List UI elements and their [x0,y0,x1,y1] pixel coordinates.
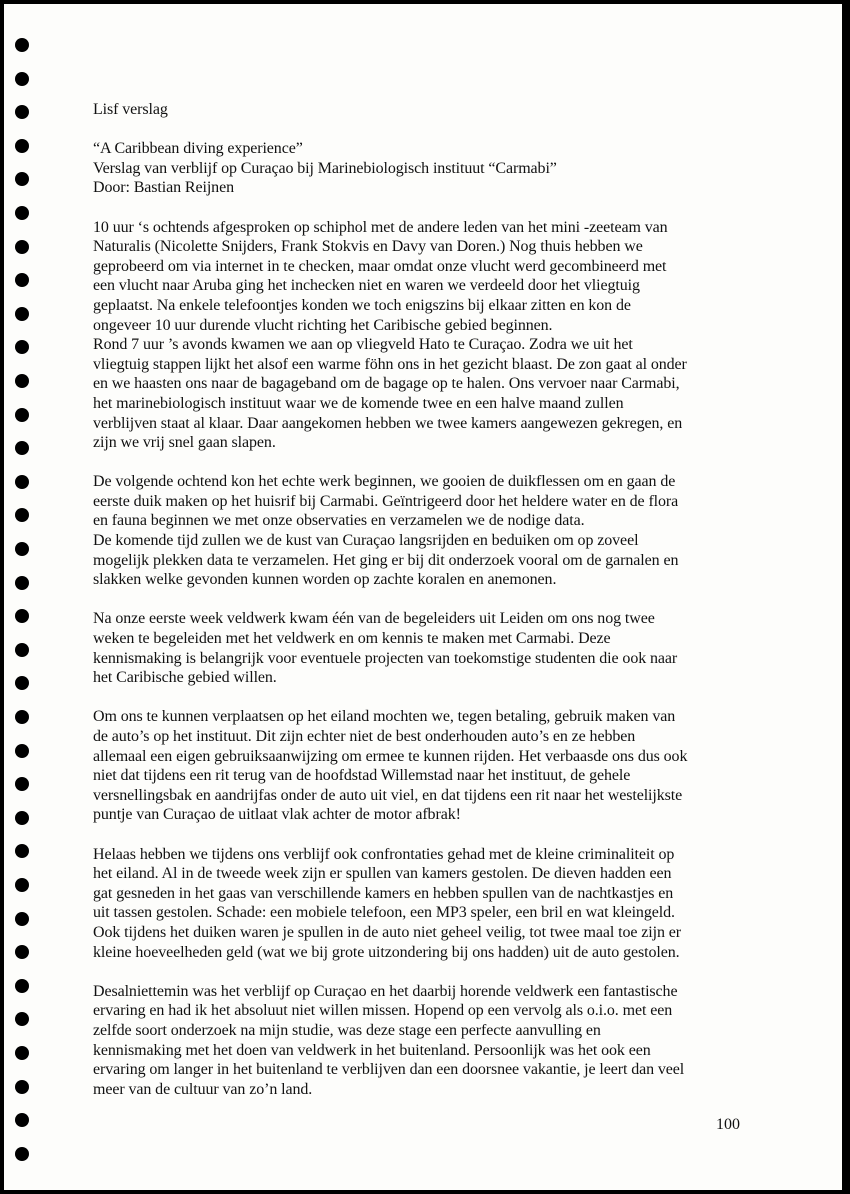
paragraph [93,845,753,963]
text-line: verblijven staat al klaar. Daar aangekomen hebben we twee kamers aangewezen gekregen, en [93,414,683,432]
binder-hole [15,408,29,422]
binder-hole [15,38,29,52]
text-line: kleine hoeveelheden geld (wat we bij grote uitzondering bij ons hadden) uit de auto gestolen. [93,943,680,961]
binder-hole [15,475,29,489]
text-line: het Caribische gebied willen. [93,669,277,687]
paragraph [93,982,753,1100]
document-author: Door: Bastian Reijnen [93,179,234,197]
binder-hole [15,609,29,623]
binder-hole [15,979,29,993]
binder-hole [15,643,29,657]
binder-hole [15,1147,29,1161]
text-line: uit tassen gestolen. Schade: een mobiele telefoon, een MP3 speler, een bril en wat kleingeld. [93,904,675,922]
text-line: Naturalis (Nicolette Snijders, Frank Stokvis en Davy van Doren.) Nog thuis hebben we [93,238,643,256]
paragraphs [93,198,753,1099]
paragraph [93,707,753,825]
text-line: Rond 7 uur ’s avonds kwamen we aan op vliegveld Hato te Curaçao. Zodra we uit het [93,336,633,354]
binder-hole [15,72,29,86]
text-line: kennismaking met het doen van veldwerk in het buitenland. Persoonlijk was het ook een [93,1041,651,1059]
binder-hole [15,777,29,791]
text-line: Na onze eerste week veldwerk kwam één van de begeleiders uit Leiden om ons nog twee [93,610,655,628]
text-line: ervaring om langer in het buitenland te verblijven dan een doorsnee vakantie, je leert dan veel [93,1061,685,1079]
text-line: slakken welke gevonden kunnen worden op zachte koralen en anemonen. [93,571,557,589]
binder-hole [15,172,29,186]
text-line: eerste duik maken op het huisrif bij Carmabi. Geïntrigeerd door het heldere water en de flora [93,492,679,510]
paragraph [93,472,753,590]
binder-hole [15,912,29,926]
binder-hole [15,105,29,119]
document-body [93,100,753,1099]
text-line: De komende tijd zullen we de kust van Curaçao langsrijden en beduiken om op zoveel [93,532,639,550]
binder-hole [15,206,29,220]
binder-hole [15,811,29,825]
text-line: ongeveer 10 uur durende vlucht richting het Caribische gebied beginnen. [93,316,553,334]
text-line: geplaatst. Na enkele telefoontjes konden we toch enigszins bij elkaar zitten en kon de [93,296,631,314]
paragraph [93,609,753,687]
text-line: meer van de cultuur van zo’n land. [93,1080,313,1098]
document-subtitle: Verslag van verblijf op Curaçao bij Marinebiologisch instituut “Carmabi” [93,159,557,177]
text-line: en fauna beginnen we met onze observaties en verzamelen we de nodige data. [93,512,585,530]
binder-hole [15,710,29,724]
text-line: puntje van Curaçao de uitlaat vlak achter de motor afbrak! [93,806,461,824]
text-line: het marinebiologisch instituut waar we de komende twee en een halve maand zullen [93,394,624,412]
text-line: ervaring en had ik het absoluut niet willen missen. Hopend op een vervolg als o.i.o. met een [93,1002,673,1020]
binder-hole [15,744,29,758]
text-line: De volgende ochtend kon het echte werk beginnen, we gooien de duikflessen om en gaan de [93,473,676,491]
binder-hole [15,844,29,858]
text-line: 10 uur ‘s ochtends afgesproken op schiphol met de andere leden van het mini -zeeteam van [93,218,668,236]
paragraph [93,218,753,453]
document-title: “A Caribbean diving experience” [93,140,303,158]
text-line: Om ons te kunnen verplaatsen op het eiland mochten we, tegen betaling, gebruik maken van [93,708,676,726]
binder-hole [15,1012,29,1026]
binder-hole [15,273,29,287]
text-line: niet dat tijdens een rit terug van de hoofdstad Willemstad naar het instituut, de gehele [93,767,631,785]
binder-hole [15,240,29,254]
text-line: Ook tijdens het duiken waren je spullen in de auto niet geheel veilig, tot twee maal toe zijn er [93,923,681,941]
binder-hole [15,945,29,959]
binder-hole [15,1046,29,1060]
text-line: het eiland. Al in de tweede week zijn er spullen van kamers gestolen. De dieven hadden een [93,865,672,883]
text-line: zelfde soort onderzoek na mijn studie, was deze stage een perfecte aanvulling en [93,1021,601,1039]
binder-hole [15,1080,29,1094]
text-line: kennismaking is belangrijk voor eventuele projecten van toekomstige studenten die ook naar [93,649,678,667]
binder-hole [15,542,29,556]
binder-hole [15,441,29,455]
binder-hole [15,307,29,321]
text-line: weken te begeleiden met het veldwerk en om kennis te maken met Carmabi. Deze [93,630,611,648]
text-line: versnellingsbak en aandrijfas onder de auto uit viel, en dat tijdens een rit naar het westelijkste [93,786,683,804]
binder-hole [15,878,29,892]
text-line: zijn we vrij snel gaan slapen. [93,434,276,452]
text-line: en we haasten ons naar de bagageband om de bagage op te halen. Ons vervoer naar Carmabi, [93,375,680,393]
text-line: allemaal een eigen gebruiksaanwijzing om ermee te kunnen rijden. Het verbaasde ons dus ook [93,747,688,765]
binder-hole [15,374,29,388]
document-page [4,4,842,1190]
binder-hole [15,139,29,153]
binder-hole [15,676,29,690]
binder-hole [15,340,29,354]
text-line: vliegtuig stappen lijkt het alsof een warme föhn ons in het gezicht blaast. De zon gaat al onder [93,355,687,373]
page-number: 100 [716,1116,740,1133]
text-line: de auto’s op het instituut. Dit zijn echter niet de best onderhouden auto’s en ze hebben [93,728,636,745]
text-line: mogelijk plekken data te verzamelen. Het ging er bij dit onderzoek vooral om de garnalen en [93,551,679,569]
document-heading: Lisf verslag [93,101,168,118]
binder-hole [15,508,29,522]
text-line: gat gesneden in het gaas van verschillende kamers en hebben spullen van de nachtkastjes en [93,884,674,902]
text-line: een vlucht naar Aruba ging het inchecken niet en waren we verdeeld door het vliegtuig [93,277,640,295]
text-line: Desalniettemin was het verblijf op Curaçao en het daarbij horende veldwerk een fantastische [93,982,678,1000]
text-line: geprobeerd om via internet in te checken, maar omdat onze vlucht werd gecombineerd met [93,257,667,275]
text-line: Helaas hebben we tijdens ons verblijf ook confrontaties gehad met de kleine criminaliteit op [93,845,675,863]
binder-hole [15,576,29,590]
binder-hole [15,1113,29,1127]
